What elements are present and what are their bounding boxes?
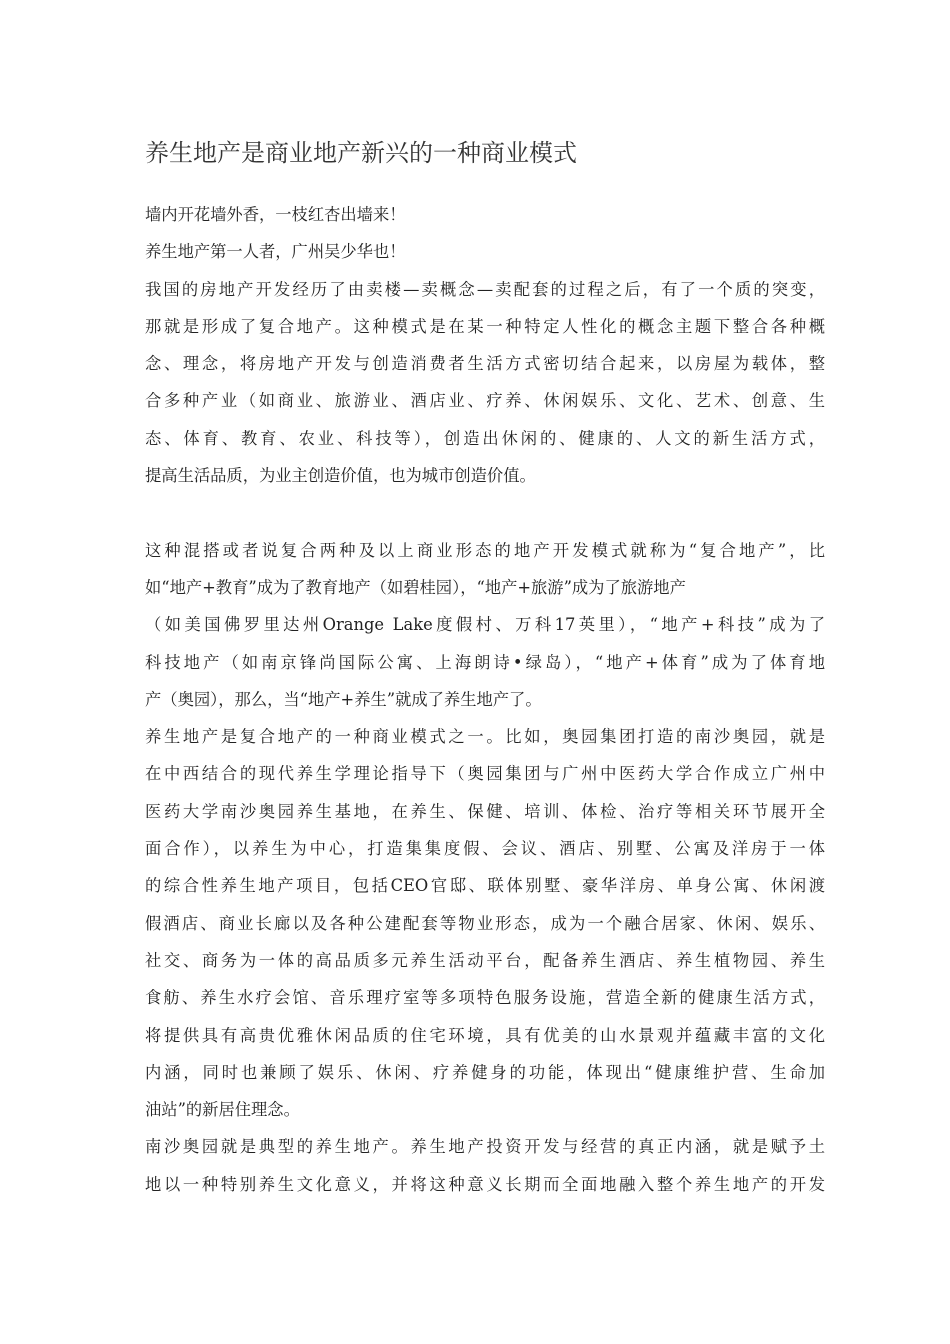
- text-line: 地以一种特别养生文化意义，并将这种意义长期而全面地融入整个养生地产的开发: [145, 1174, 825, 1194]
- text-line: 医药大学南沙奥园养生基地，在养生、保健、培训、体检、治疗等相关环节展开全: [145, 801, 825, 821]
- text-line: 如“地产+教育”成为了教育地产（如碧桂园），“地产+旅游”成为了旅游地产: [145, 577, 686, 597]
- text-line: 油站”的新居住理念。: [145, 1100, 300, 1120]
- text-line: 养生地产第一人者，广州吴少华也！: [145, 242, 406, 262]
- text-line: 面合作），以养生为中心，打造集集度假、会议、酒店、别墅、公寓及洋房于一体: [145, 839, 825, 859]
- text-line: （如美国佛罗里达州Orange Lake度假村、万科17英里），“地产+科技”成为了: [145, 615, 825, 635]
- text-line: 那就是形成了复合地产。这种模式是在某一种特定人性化的概念主题下整合各种概: [145, 316, 825, 336]
- text-line: 科技地产（如南京锋尚国际公寓、上海朗诗•绿岛），“地产+体育”成为了体育地: [145, 652, 825, 672]
- text-line: 将提供具有高贵优雅休闲品质的住宅环境，具有优美的山水景观并蕴藏丰富的文化: [145, 1025, 825, 1045]
- text-line: 我国的房地产开发经历了由卖楼—卖概念—卖配套的过程之后，有了一个质的突变，: [145, 279, 825, 299]
- text-line: 社交、商务为一体的高品质多元养生活动平台，配备养生酒店、养生植物园、养生: [145, 950, 825, 970]
- text-line: 在中西结合的现代养生学理论指导下（奥园集团与广州中医药大学合作成立广州中: [145, 764, 825, 784]
- text-line: 内涵，同时也兼顾了娱乐、休闲、疗养健身的功能，体现出“健康维护营、生命加: [145, 1062, 825, 1082]
- text-line: 态、体育、教育、农业、科技等），创造出休闲的、健康的、人文的新生活方式，: [145, 428, 825, 448]
- text-line: 提高生活品质，为业主创造价值，也为城市创造价值。: [145, 466, 536, 486]
- text-line: 假酒店、商业长廊以及各种公建配套等物业形态，成为一个融合居家、休闲、娱乐、: [145, 913, 825, 933]
- text-line: 南沙奥园就是典型的养生地产。养生地产投资开发与经营的真正内涵，就是赋予土: [145, 1137, 825, 1157]
- text-line: 产（奥园），那么，当“地产+养生”就成了养生地产了。: [145, 689, 542, 709]
- paragraph-gap: [145, 494, 825, 531]
- article-title: 养生地产是商业地产新兴的一种商业模式: [145, 139, 577, 167]
- text-line: 合多种产业（如商业、旅游业、酒店业、疗养、休闲娱乐、文化、艺术、创意、生: [145, 391, 825, 411]
- text-line: 念、理念，将房地产开发与创造消费者生活方式密切结合起来，以房屋为载体，整: [145, 354, 825, 374]
- text-line: 墙内开花墙外香，一枝红杏出墙来！: [145, 205, 406, 224]
- article-body: [145, 196, 825, 1203]
- text-line: 养生地产是复合地产的一种商业模式之一。比如，奥园集团打造的南沙奥园，就是: [145, 727, 825, 747]
- text-line: 的综合性养生地产项目，包括CEO官邸、联体别墅、豪华洋房、单身公寓、休闲渡: [145, 876, 825, 896]
- text-line: 这种混搭或者说复合两种及以上商业形态的地产开发模式就称为“复合地产”，比: [145, 540, 825, 560]
- text-line: 食舫、养生水疗会馆、音乐理疗室等多项特色服务设施，营造全新的健康生活方式，: [145, 988, 825, 1008]
